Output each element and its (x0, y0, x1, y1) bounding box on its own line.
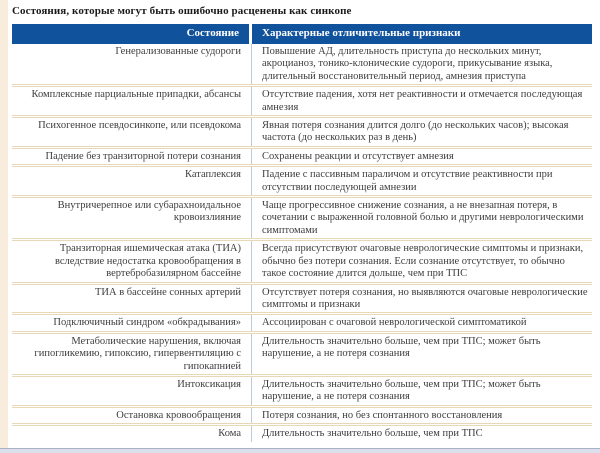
table-title: Состояния, которые могут быть ошибочно расценены как синкопе (12, 5, 352, 17)
condition-cell: Транзиторная ишемическая атака (ТИА) вследствие недостатка кровообращения в вертебробазилярном бассейне (12, 241, 252, 281)
page-bottom-edge (0, 448, 600, 453)
condition-cell: Кома (12, 426, 252, 441)
features-cell: Длительность значительно больше, чем при ТПС; может быть нарушение, а не потеря сознания (262, 378, 541, 403)
features-cell: Длительность значительно больше, чем при ТПС (262, 428, 483, 440)
features-cell: Падение с пассивным параличом и отсутствие реактивности при отсутствии последующей амнезии (262, 169, 553, 193)
table-row (12, 405, 592, 423)
condition-cell: Интоксикация (12, 377, 252, 405)
features-cell: Ассоциирован с очаговой неврологической симптоматикой (262, 317, 527, 329)
table-row (12, 374, 592, 405)
condition-cell: Остановка кровообращения (12, 408, 252, 423)
page-left-margin (0, 0, 8, 448)
column-header-features: Характерные отличительные признаки (262, 27, 461, 39)
condition-cell: ТИА в бассейне сонных артерий (12, 285, 252, 313)
condition-cell: Падение без транзиторной потери сознания (12, 149, 252, 164)
page-content (12, 5, 592, 442)
condition-cell: Генерализованные судороги (12, 44, 252, 84)
table-row (12, 146, 592, 164)
table-row (12, 84, 592, 115)
table-row (12, 195, 592, 238)
features-cell: Чаще прогрессивное снижение сознания, а не внезапная потеря, в сочетании с выраженной головной болью и другими неврологическими симптомами (262, 200, 584, 236)
features-cell: Отсутствует потеря сознания, но выявляются очаговые неврологические симптомы и признаки (262, 286, 588, 310)
features-cell: Отсутствие падения, хотя нет реактивности и отмечается последующая амнезия (262, 89, 583, 113)
condition-cell: Катаплексия (12, 167, 252, 195)
column-header-condition: Состояние (12, 24, 252, 44)
condition-cell: Комплексные парциальные припадки, абсансы (12, 87, 252, 115)
condition-cell: Метаболические нарушения, включая гипогликемию, гипоксию, гипервентиляцию с гипокапнией (12, 334, 252, 374)
table-row (12, 44, 592, 84)
features-cell: Всегда присутствуют очаговые неврологические симптомы и признаки, обычно без потери сознания. Если сознание отсутствует, то обычно такое состояние длится дольше, чем при ТПС (262, 243, 584, 280)
table-row (12, 423, 592, 441)
features-cell: Повышение АД, длительность приступа до нескольких минут, акроцианоз, тонико-клонические судороги, прикусывание языка, длительный восстановительный период, амнезия приступа (262, 46, 553, 82)
table-row (12, 115, 592, 146)
table-row (12, 282, 592, 313)
table-row (12, 312, 592, 330)
table-row (12, 238, 592, 281)
features-cell: Потеря сознания, но без спонтанного восстановления (262, 409, 503, 421)
table-header-row (12, 24, 592, 44)
condition-cell: Подключичный синдром «обкрадывания» (12, 315, 252, 330)
table-row (12, 164, 592, 195)
features-cell: Длительность значительно больше, чем при ТПС; может быть нарушение, а не потеря сознания (262, 335, 541, 360)
condition-cell: Психогенное псевдосинкопе, или псевдокома (12, 118, 252, 146)
features-cell: Явная потеря сознания длится долго (до нескольких часов); высокая частота (до нескольких раз в день) (262, 120, 569, 144)
condition-cell: Внутричерепное или субарахноидальное кровоизлияние (12, 198, 252, 238)
features-cell: Сохранены реакции и отсутствует амнезия (262, 150, 454, 162)
conditions-table (12, 24, 592, 442)
table-row (12, 331, 592, 374)
